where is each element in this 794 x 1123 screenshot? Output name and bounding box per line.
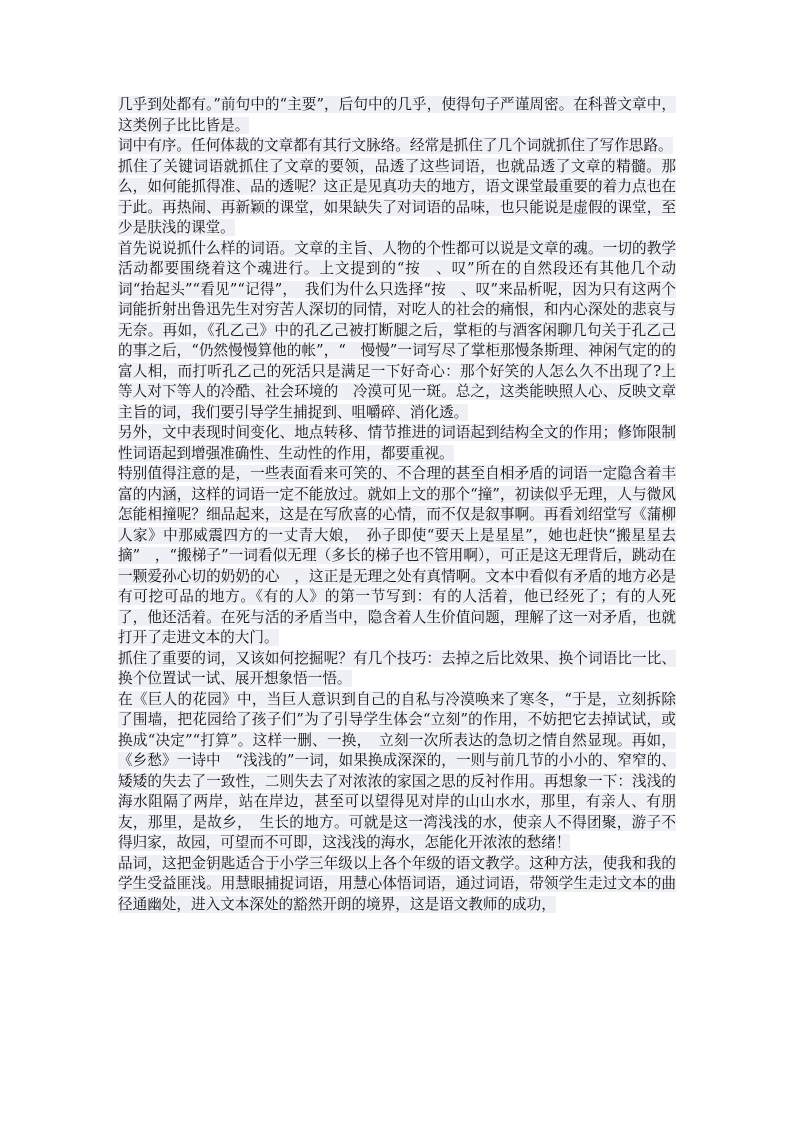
paragraph-3 <box>118 157 676 239</box>
paragraph-6 <box>118 464 676 649</box>
paragraph-9-text: 品词，这把金钥匙适合于小学三年级以上各个年级的语文教学。这种方法，使我和我的学生受益匪浅。用慧眼捕捉词语，用慧心体悟词语，通过词语，带领学生走过文本的曲径通幽处，进入文本深处的豁然开朗的境界，这是语文教师的成功， <box>118 854 676 913</box>
paragraph-8 <box>118 690 676 854</box>
paragraph-1-text: 几乎到处都有。”前句中的“主要”，后句中的几乎，使得句子严谨周密。在科普文章中，这类例子比比皆是。 <box>118 96 676 134</box>
paragraph-9 <box>118 854 676 916</box>
paragraph-5-text: 另外，文中表现时间变化、地点转移、情节推进的词语起到结构全文的作用；修饰限制性词语起到增强准确性、生动性的作用，都要重视。 <box>118 424 676 462</box>
paragraph-6-text: 特别值得注意的是，一些表面看来可笑的、不合理的甚至自相矛盾的词语一定隐含着丰富的内涵，这样的词语一定不能放过。就如上文的那个“撞”，初读似乎无理，人与微风怎能相撞呢？细品起来，这是在写欣喜的心情，而不仅是叙事啊。再看刘绍堂写《蒲柳人家》中那威震四方的一丈青大娘， 孙子即使“要天上是星星”，她也赶快“搬星星去摘” ，“搬梯子”一词看似无理（多长的梯子也不管用啊），可正是这无理背后，跳动在一颗爱孙心切的奶奶的心 ，这正是无理之处有真情啊。文本中看似有矛盾的地方必是有可挖可品的地方。《有的人》的第一节写到：有的人活着，他已经死了；有的人死了，他还活着。在死与活的矛盾当中，隐含着人生价值问题，理解了这一对矛盾，也就打开了走进文本的大门。 <box>118 465 676 646</box>
paragraph-5 <box>118 423 676 464</box>
paragraph-2 <box>118 136 676 157</box>
paragraph-8-text: 在《巨人的花园》中，当巨人意识到自己的自私与冷漠唤来了寒冬，“于是，立刻拆除了围墙，把花园给了孩子们”为了引导学生体会“立刻”的作用，不妨把它去掉试试，或换成“决定”“打算”。这样一删、一换， 立刻一次所表达的急切之情自然显现。再如，《乡愁》一诗中 “浅浅的”一词，如果换成深深的，一则与前几节的小小的、窄窄的、矮矮的失去了一致性，二则失去了对浓浓的家国之思的反衬作用。再想象一下：浅浅的海水阻隔了两岸，站在岸边，甚至可以望得见对岸的山山水水，那里，有亲人、有朋友，那里，是故乡， 生长的地方。可就是这一湾浅浅的水，使亲人不得团聚，游子不得归家，故园，可望而不可即，这浅浅的海水，怎能化开浓浓的愁绪！ <box>118 690 676 851</box>
paragraph-3-text: 抓住了关键词语就抓住了文章的要领，品透了这些词语，也就品透了文章的精髓。那么，如何能抓得准、品的透呢？这正是见真功夫的地方，语文课堂最重要的着力点也在于此。再热闹、再新颖的课堂，如果缺失了对词语的品味，也只能说是虚假的课堂，至少是肤浅的课堂。 <box>118 157 676 236</box>
paragraph-2-text: 词中有序。任何体裁的文章都有其行文脉络。经常是抓住了几个词就抓住了写作思路。 <box>118 137 673 154</box>
document-body <box>118 95 676 915</box>
paragraph-1 <box>118 95 676 136</box>
paragraph-4 <box>118 239 676 424</box>
paragraph-7 <box>118 649 676 690</box>
paragraph-7-text: 抓住了重要的词，又该如何挖掘呢？有几个技巧：去掉之后比效果、换个词语比一比、换个位置试一试、展开想象悟一悟。 <box>118 649 676 687</box>
paragraph-4-text: 首先说说抓什么样的词语。文章的主旨、人物的个性都可以说是文章的魂。一切的教学活动都要围绕着这个魂进行。上文提到的“按 、叹”所在的自然段还有其他几个动词“抬起头”“看见”“记得”， 我们为什么只选择“按 、叹”来品析呢，因为只有这两个词能折射出鲁迅先生对穷苦人深切的同情，对吃人的社会的痛恨，和内心深处的悲哀与无奈。再如，《孔乙己》中的孔乙己被打断腿之后，掌柜的与酒客闲聊几句关于孔乙己的事之后，“仍然慢慢算他的帐”，“ 慢慢”一词写尽了掌柜那慢条斯理、神闲气定的的富人相，而打听孔乙己的死活只是满足一下好奇心：那个好笑的人怎么久不出现了?上等人对下等人的冷酷、社会环境的 冷漠可见一斑。总之，这类能映照人心、反映文章主旨的词，我们要引导学生捕捉到、咀嚼碎、消化透。 <box>118 239 676 421</box>
